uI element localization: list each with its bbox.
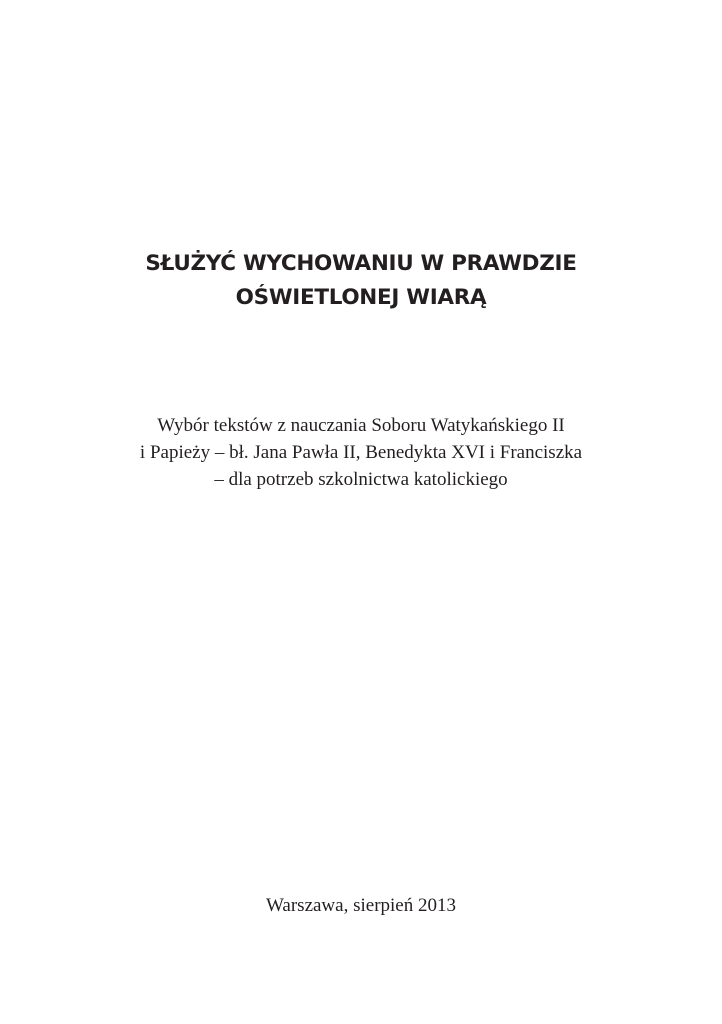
- book-subtitle-line-3: – dla potrzeb szkolnictwa katolickiego: [214, 469, 508, 490]
- book-title: [0, 247, 722, 315]
- imprint-place-date: Warszawa, sierpień 2013: [266, 895, 456, 916]
- book-subtitle-line-1: Wybór tekstów z nauczania Soboru Watykańskiego II: [157, 415, 565, 436]
- book-title-line-1: SŁUŻYĆ WYCHOWANIU W PRAWDZIE: [145, 251, 577, 276]
- book-subtitle-line-2: i Papieży – bł. Jana Pawła II, Benedykta XVI i Franciszka: [139, 442, 583, 463]
- book-title-line-2: OŚWIETLONEJ WIARĄ: [235, 285, 487, 310]
- book-subtitle: [0, 412, 722, 493]
